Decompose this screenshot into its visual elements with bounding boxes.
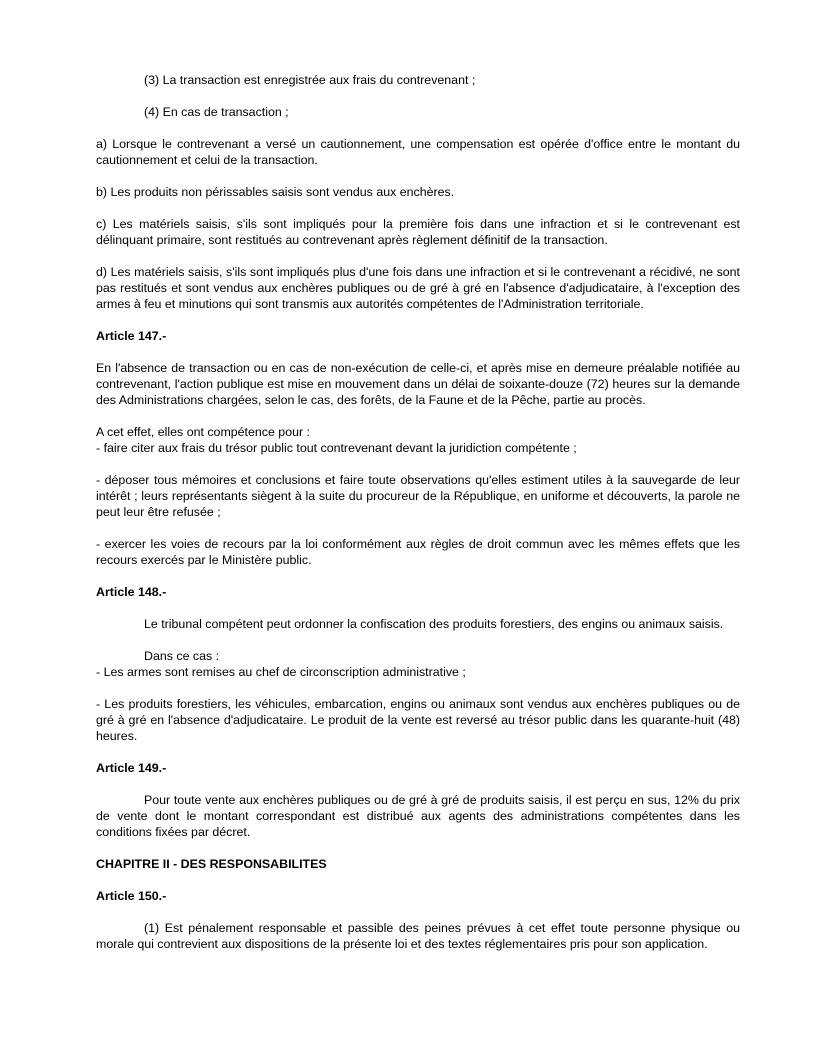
article-147-p3: - faire citer aux frais du trésor public tout contrevenant devant la juridiction compétente ; xyxy=(96,441,577,455)
paragraph-3: (3) La transaction est enregistrée aux frais du contrevenant ; xyxy=(144,73,476,87)
article-147-p2: A cet effet, elles ont compétence pour : xyxy=(96,425,310,439)
article-148-p2: Dans ce cas : xyxy=(144,649,220,663)
article-148-p3: - Les armes sont remises au chef de circonscription administrative ; xyxy=(96,665,466,679)
article-150-p1: (1) Est pénalement responsable et passible des peines prévues à cet effet toute personne physique ou morale qui contrevient aux dispositions de la présente loi et des textes réglementaires pris pour son application. xyxy=(96,921,740,951)
paragraph-c: c) Les matériels saisis, s'ils sont impliqués pour la première fois dans une infraction et si le contrevenant est délinquant primaire, sont restitués au contrevenant après règlement définitif de la transaction. xyxy=(96,217,740,247)
article-147-p4: - déposer tous mémoires et conclusions et faire toute observations qu'elles estiment utiles à la sauvegarde de leur intérêt ; leurs représentants siègent à la suite du procureur de la République, en uniforme et découverts, la parole ne peut leur être refusée ; xyxy=(96,473,740,519)
article-148-heading: Article 148.- xyxy=(96,585,167,599)
article-147-p1: En l'absence de transaction ou en cas de non-exécution de celle-ci, et après mise en demeure préalable notifiée au contrevenant, l'action publique est mise en mouvement dans un délai de soixante-douze (72) heures sur la demande des Administrations chargées, selon le cas, des forêts, de la Faune et de la Pêche, partie au procès. xyxy=(96,361,740,407)
article-149-p1: Pour toute vente aux enchères publiques ou de gré à gré de produits saisis, il est perçu en sus, 12% du prix de vente dont le montant correspondant est distribué aux agents des administrations compétentes dans les conditions fixées par décret. xyxy=(96,793,740,839)
chapter-heading: CHAPITRE II - DES RESPONSABILITES xyxy=(96,857,327,871)
paragraph-b: b) Les produits non périssables saisis sont vendus aux enchères. xyxy=(96,185,455,199)
paragraph-a: a) Lorsque le contrevenant a versé un cautionnement, une compensation est opérée d'office entre le montant du cautionnement et celui de la transaction. xyxy=(96,137,740,167)
article-148-p1: Le tribunal compétent peut ordonner la confiscation des produits forestiers, des engins ou animaux saisis. xyxy=(144,617,724,631)
paragraph-d: d) Les matériels saisis, s'ils sont impliqués plus d'une fois dans une infraction et si le contrevenant a récidivé, ne sont pas restitués et sont vendus aux enchères publiques ou de gré à gré en l'absence d'adjudicataire, à l'exception des armes à feu et minutions qui sont transmis aux autorités compétentes de l'Administration territoriale. xyxy=(96,265,740,311)
article-147-p5: - exercer les voies de recours par la loi conformément aux règles de droit commun avec les mêmes effets que les recours exercés par le Ministère public. xyxy=(96,537,740,567)
article-149-heading: Article 149.- xyxy=(96,761,167,775)
article-148-p4: - Les produits forestiers, les véhicules, embarcation, engins ou animaux sont vendus aux enchères publiques ou de gré à gré en l'absence d'adjudicataire. Le produit de la vente est reversé au trésor public dans les quarante-huit (48) heures. xyxy=(96,697,740,743)
article-147-heading: Article 147.- xyxy=(96,329,167,343)
document-page xyxy=(96,72,740,968)
article-150-heading: Article 150.- xyxy=(96,889,167,903)
paragraph-4: (4) En cas de transaction ; xyxy=(144,105,289,119)
